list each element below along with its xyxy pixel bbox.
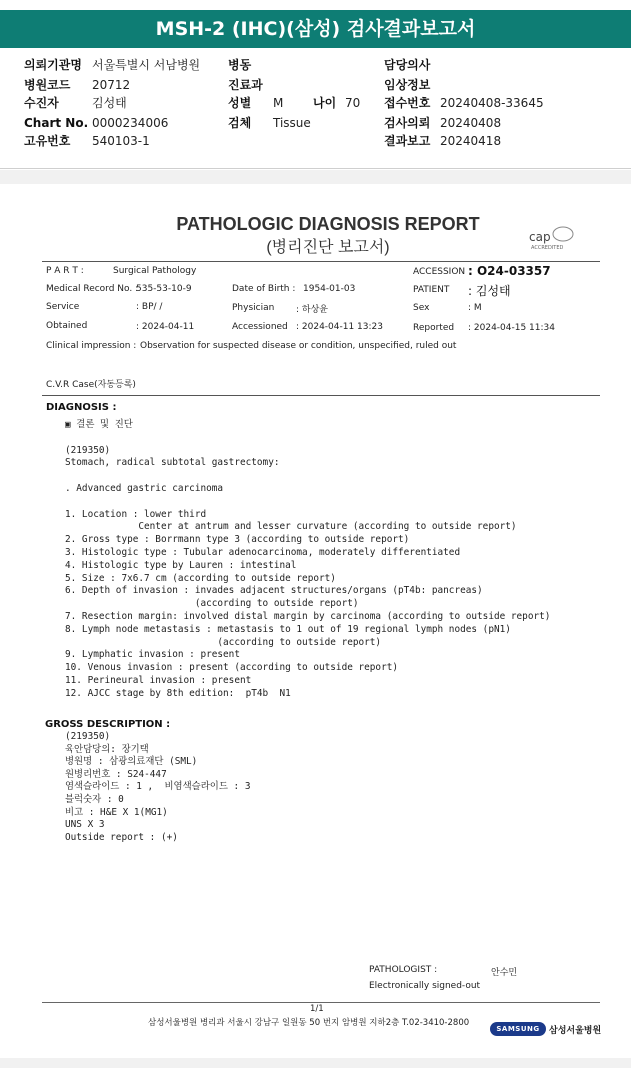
info-row-5	[0, 132, 631, 150]
result-date-label: 결과보고	[384, 134, 431, 148]
footer-address: 삼성서울병원 병리과 서울시 강남구 일원동 50 번지 암병원 지하2층 T.02-3410-2800	[148, 1018, 470, 1028]
hospital-code-value: 20712	[92, 78, 131, 92]
request-info-block	[0, 52, 631, 170]
diagnosis-top-rule	[42, 395, 600, 396]
service-value: : BP/ /	[136, 302, 163, 312]
dob-value: 1954-01-03	[303, 284, 356, 294]
hospital-code-label: 병원코드	[24, 78, 71, 92]
diagnosis-line: (219350)	[65, 444, 111, 456]
gross-line: 원병리번호 : S24-447	[65, 768, 167, 780]
diagnosis-title: DIAGNOSIS :	[46, 402, 117, 413]
specimen-label: 검체	[228, 116, 252, 130]
cap-accredited-logo	[527, 224, 579, 252]
request-date-value: 20240408	[440, 116, 502, 130]
pathology-report-image	[0, 184, 631, 1068]
gross-line: 육안담당의: 장기택	[65, 743, 149, 755]
ward-label: 병동	[228, 58, 252, 72]
patient-label: 수진자	[24, 96, 59, 110]
info-row-3	[0, 94, 631, 112]
accessioned-value: : 2024-04-11 13:23	[296, 322, 383, 332]
gross-line: (219350)	[65, 731, 111, 742]
diagnosis-line: 10. Venous invasion : present (according to outside report)	[65, 662, 399, 674]
part-label: P A R T :	[46, 266, 84, 276]
sex-label: 성별	[228, 96, 252, 110]
unique-no-value: 540103-1	[92, 134, 150, 148]
page-number: 1/1	[310, 1004, 324, 1014]
chart-label: Chart No.	[24, 116, 89, 130]
pathologist-name: 안수민	[491, 968, 518, 978]
gross-line: 염색슬라이드 : 1 , 비염색슬라이드 : 3	[65, 781, 251, 793]
diagnosis-line: 3. Histologic type : Tubular adenocarcinoma, moderately differentiated	[65, 547, 461, 558]
diagnosis-line: 7. Resection margin: involved distal margin by carcinoma (according to outside report)	[65, 611, 551, 622]
info-divider	[0, 168, 631, 169]
accession-label: ACCESSION	[413, 267, 466, 277]
diagnosis-line: 1. Location : lower third	[65, 508, 207, 520]
gross-line: Outside report : (+)	[65, 831, 178, 843]
receipt-value: 20240408-33645	[440, 96, 544, 110]
gross-line: 블럭숫자 : 0	[65, 794, 124, 805]
diagnosis-line: (according to outside report)	[65, 636, 382, 648]
diagnosis-line: Stomach, radical subtotal gastrectomy:	[65, 457, 280, 469]
diagnosis-line: ▣ 결론 및 진단	[65, 419, 133, 430]
request-date-label: 검사의뢰	[384, 116, 431, 130]
accession-value: : O24-03357	[468, 264, 551, 278]
patient-value: 김성태	[92, 96, 127, 110]
diagnosis-line: (according to outside report)	[65, 598, 359, 610]
patient-label-report: PATIENT	[413, 285, 450, 295]
physician-value: : 하상윤	[296, 305, 328, 315]
patient-value-report: : 김성태	[468, 284, 511, 298]
clinical-impression-label: Clinical impression :	[46, 341, 137, 351]
receipt-label: 접수번호	[384, 96, 431, 110]
cvr-case: C.V.R Case(자동등록)	[46, 380, 136, 390]
accessioned-label: Accessioned	[232, 322, 288, 332]
reported-value: : 2024-04-15 11:34	[468, 323, 555, 333]
chart-value: 0000234006	[92, 116, 169, 130]
doctor-label: 담당의사	[384, 58, 431, 72]
department-label: 진료과	[228, 78, 263, 92]
gross-line: 병원명 : 삼광의료재단 (SML)	[65, 756, 198, 768]
gray-gap	[0, 170, 631, 184]
specimen-value: Tissue	[273, 116, 311, 130]
footer-rule	[42, 1002, 600, 1003]
reported-label: Reported	[413, 323, 455, 333]
report-title-ko: (병리진단 보고서)	[266, 239, 390, 256]
gross-line: 비고 : H&E X 1(MG1)	[65, 806, 168, 818]
gross-line: UNS X 3	[65, 819, 105, 831]
diagnosis-line: 8. Lymph node metastasis : metastasis to 1 out of 19 regional lymph nodes (pN1)	[65, 623, 511, 635]
electronic-signature: Electronically signed-out	[369, 981, 481, 991]
report-title-en: PATHOLOGIC DIAGNOSIS REPORT	[176, 214, 480, 234]
age-label: 나이	[313, 96, 337, 110]
cap-logo-text: cap	[529, 230, 551, 244]
diagnosis-line: 9. Lymphatic invasion : present	[65, 649, 240, 661]
info-row-4	[0, 114, 631, 132]
samsung-logo: SAMSUNG	[490, 1022, 546, 1036]
result-date-value: 20240418	[440, 134, 502, 148]
clinical-impression-value: Observation for suspected disease or condition, unspecified, ruled out	[140, 341, 457, 351]
diagnosis-line: 12. AJCC stage by 8th edition: pT4b N1	[65, 687, 291, 699]
mrn-value: 535-53-10-9	[136, 284, 192, 294]
service-label: Service	[46, 302, 80, 312]
physician-label: Physician	[232, 303, 275, 313]
clinical-info-label: 임상정보	[384, 78, 431, 92]
unique-no-label: 고유번호	[24, 134, 71, 148]
diagnosis-line: . Advanced gastric carcinoma	[65, 483, 224, 494]
cap-logo-sub: ACCREDITED	[531, 245, 564, 251]
diagnosis-line: 4. Histologic type by Lauren : intestinal	[65, 559, 297, 571]
diagnosis-line: Center at antrum and lesser curvature (according to outside report)	[65, 521, 517, 533]
sex-value: M	[273, 96, 284, 110]
diagnosis-line: 5. Size : 7x6.7 cm (according to outside report)	[65, 572, 336, 584]
mrn-label: Medical Record No. :	[46, 284, 139, 294]
hospital-name: 삼성서울병원	[549, 1026, 602, 1036]
institution-label: 의뢰기관명	[24, 58, 82, 72]
institution-value: 서울특별시 서남병원	[92, 58, 201, 72]
info-row-1	[0, 56, 631, 74]
sex-label-report: Sex	[413, 303, 430, 313]
diagnosis-line: 6. Depth of invasion : invades adjacent structures/organs (pT4b: pancreas)	[65, 585, 483, 597]
report-header-title: MSH-2 (IHC)(삼성) 검사결과보고서	[0, 10, 631, 48]
info-row-2	[0, 76, 631, 94]
part-value: Surgical Pathology	[113, 266, 197, 276]
dob-label: Date of Birth :	[232, 284, 296, 294]
obtained-label: Obtained	[46, 321, 88, 331]
age-value: 70	[345, 96, 361, 110]
diagnosis-line: 11. Perineural invasion : present	[65, 675, 252, 686]
diagnosis-line: 2. Gross type : Borrmann type 3 (according to outside report)	[65, 534, 410, 546]
pathologist-label: PATHOLOGIST :	[369, 965, 438, 975]
sex-value-report: : M	[468, 303, 482, 313]
bottom-gray-strip	[0, 1058, 631, 1068]
gross-description-title: GROSS DESCRIPTION :	[45, 719, 171, 730]
header-top-rule	[42, 261, 600, 262]
obtained-value: : 2024-04-11	[136, 322, 195, 332]
